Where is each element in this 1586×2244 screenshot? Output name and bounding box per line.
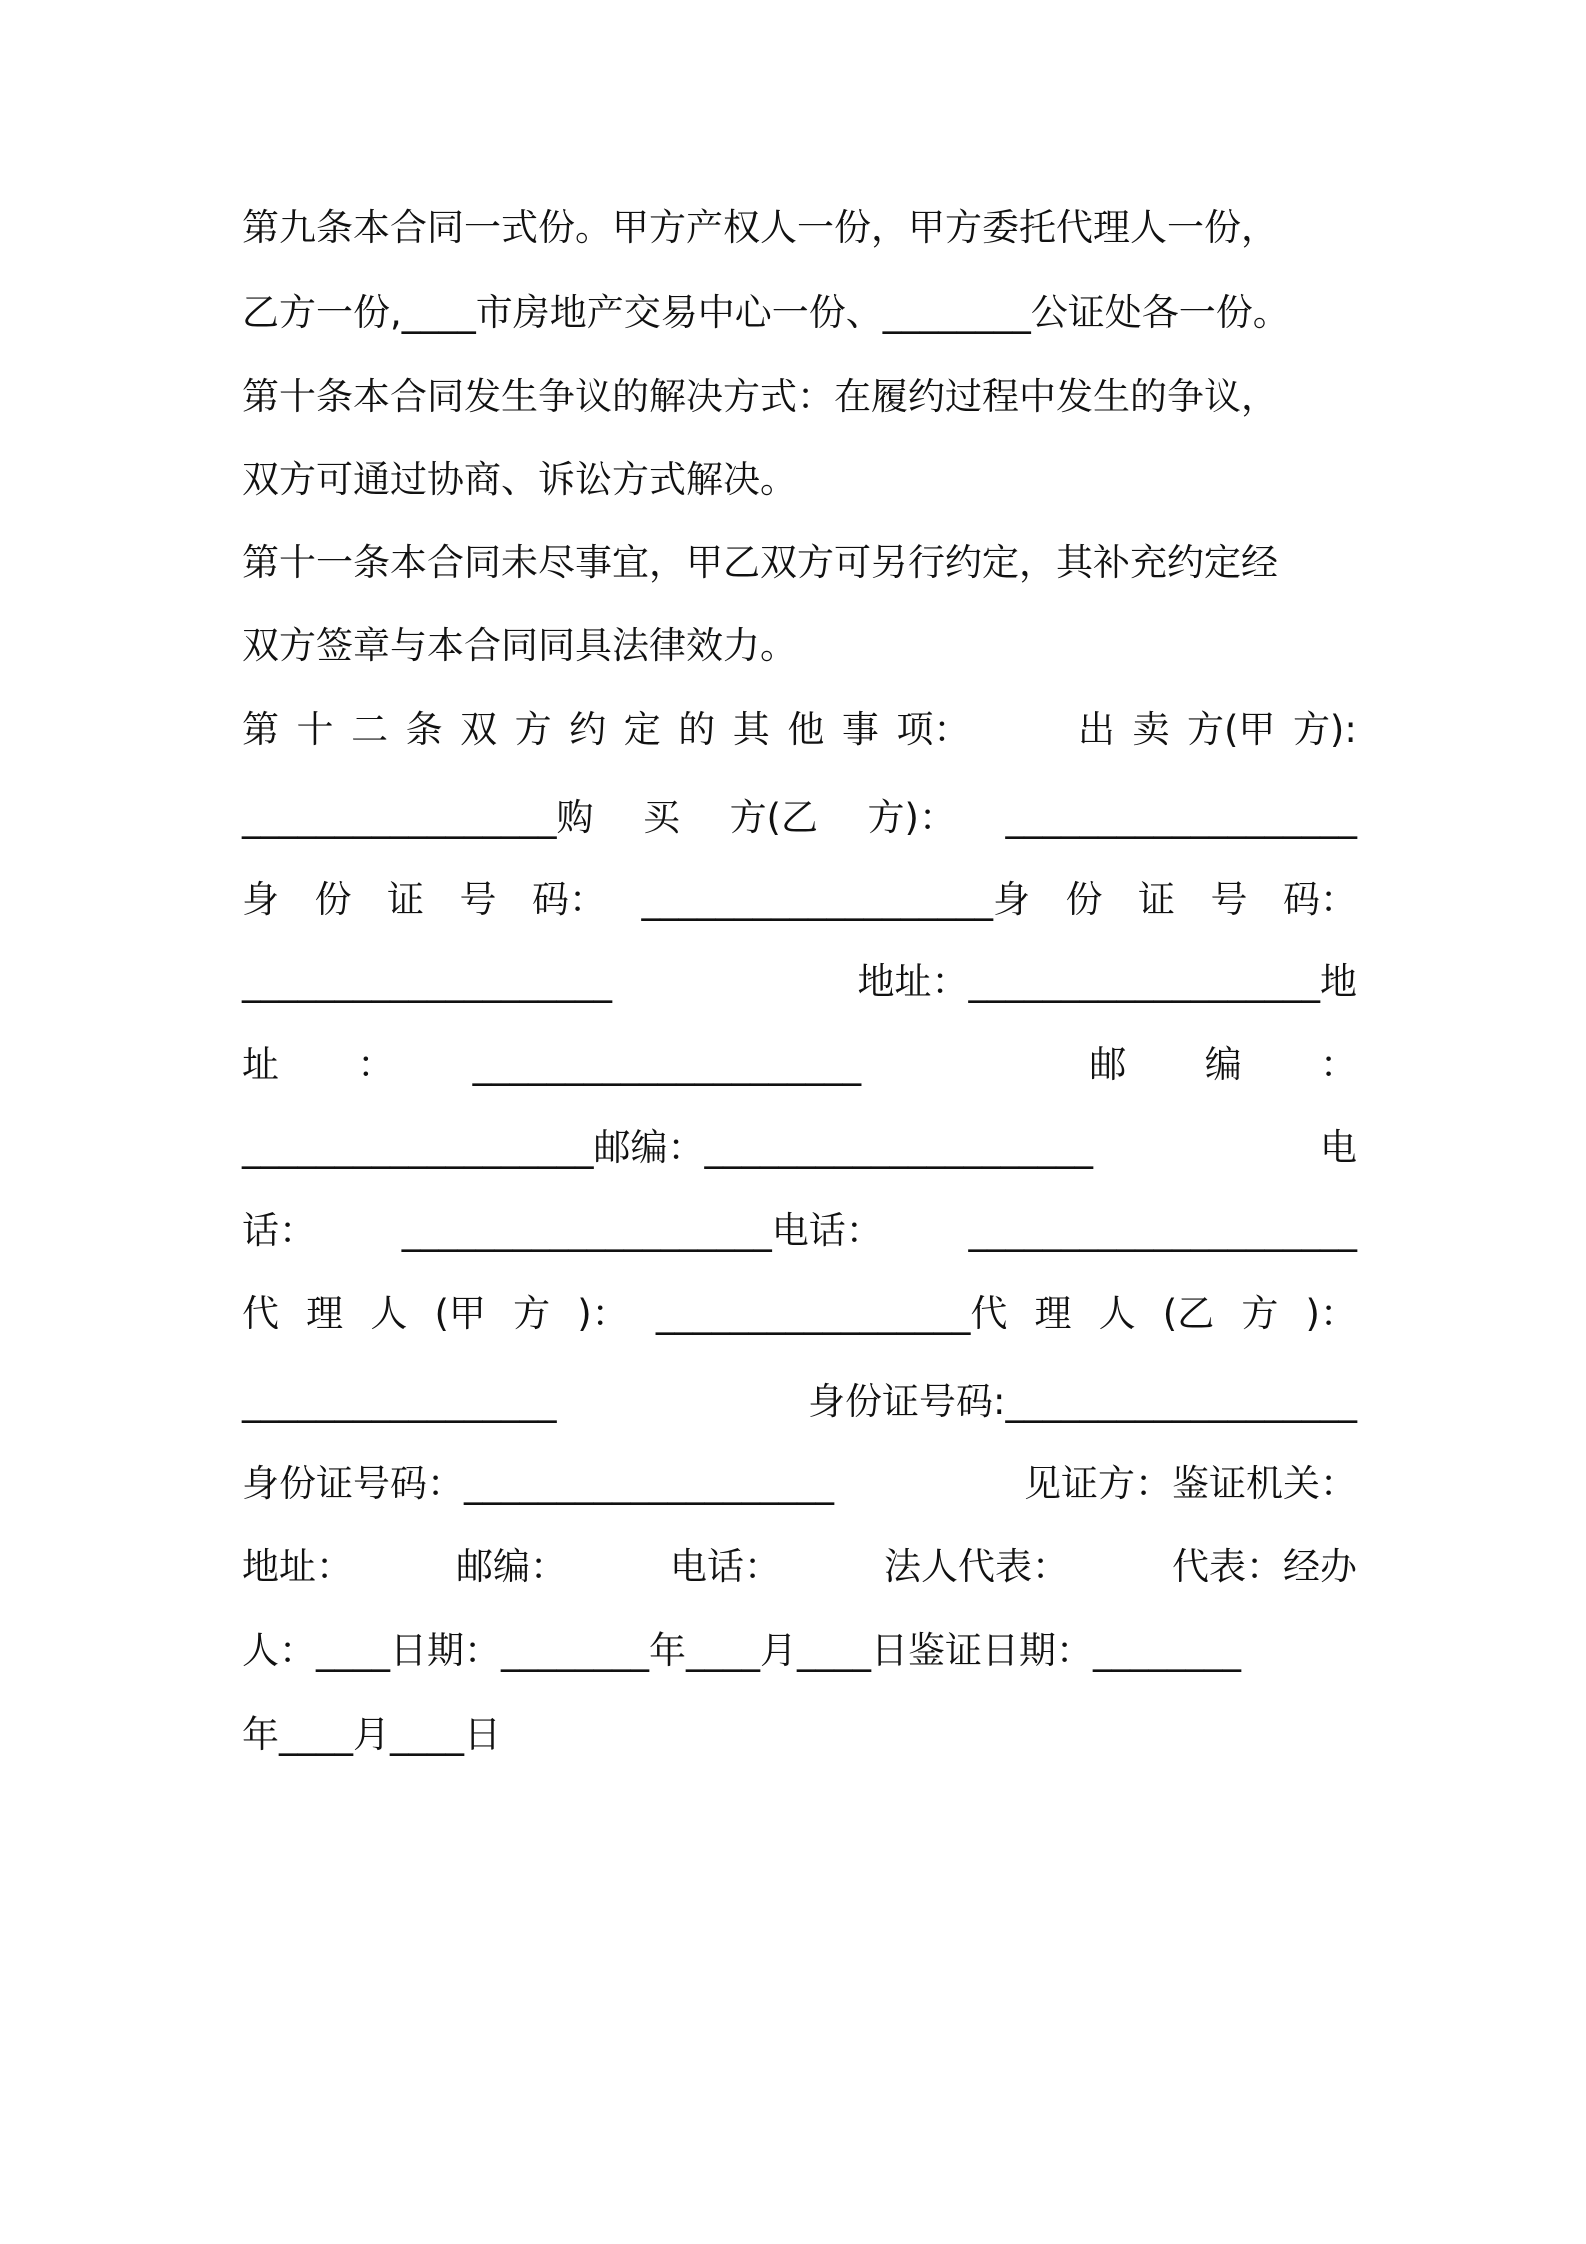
text-segment: )： [577,1292,629,1335]
text-segment: _________________购 [242,796,594,839]
text-segment: 人 [370,1292,408,1335]
text-segment: _________________ [242,1380,557,1423]
text-segment: 人 [1098,1292,1136,1335]
text-segment: 身 [242,878,279,921]
text-segment: 人：____日期：________年____月____日鉴证日期：________ [242,1629,1241,1672]
text-segment: 方 [514,708,552,751]
text-segment: 约 [569,708,607,751]
text-segment: 份 [1065,878,1103,921]
text-segment: 号 [1210,878,1248,921]
agent-id-line [242,1372,1357,1432]
text-segment: 方 [1241,1292,1279,1335]
text-segment: 第九条本合同一式份。甲方产权人一份，甲方委托代理人一份， [242,206,1278,249]
date-line-1 [242,1621,1357,1681]
text-segment: 方 [513,1292,551,1335]
text-segment: 第十条本合同发生争议的解决方式：在履约过程中发生的争议， [242,375,1278,418]
text-segment: 条 [405,708,443,751]
text-segment: ____________________ [242,960,612,1003]
text-segment: 其 [732,708,770,751]
id-number-line [242,870,1357,930]
text-segment: 证 [387,878,424,921]
text-segment: 编 [1204,1043,1242,1086]
text-segment: 电话： [670,1545,781,1588]
text-segment: 他 [787,708,825,751]
date-line-2 [242,1705,1357,1765]
text-segment: _____________________ [472,1043,862,1086]
article-11-line-2 [242,616,1357,676]
text-segment: )： [1305,1292,1357,1335]
text-segment: 第 [242,708,279,751]
text-segment: _________________代 [655,1292,1008,1335]
text-segment: 双方可通过协商、诉讼方式解决。 [242,458,797,501]
text-segment: 身份证号码:___________________ [808,1380,1357,1423]
text-segment: 电 [1320,1126,1357,1169]
text-segment: 见证方：鉴证机关： [1024,1462,1357,1505]
text-segment: 邮编： [456,1545,567,1588]
text-segment: 份 [314,878,352,921]
text-segment: 址 [242,1043,279,1086]
authority-details-line [242,1537,1357,1597]
text-segment: _____________________ [968,1209,1357,1252]
address-line-1 [242,952,1357,1012]
text-segment: 买 [643,796,681,839]
article-10-line-1 [242,367,1357,427]
text-segment: 方(乙 [729,796,818,839]
text-segment: (甲 [434,1292,486,1335]
text-segment: 证 [1138,878,1175,921]
text-segment: ： [357,1043,395,1086]
article-9-line-1 [242,198,1357,258]
text-segment: ___________________邮编：_____________________ [242,1126,1093,1169]
text-segment: ____________________电话： [401,1209,883,1252]
text-segment: (乙 [1162,1292,1215,1335]
text-segment: 的 [678,708,716,751]
article-9-line-2 [242,283,1357,343]
text-segment: 双方签章与本合同同具法律效力。 [242,624,797,667]
address-line-2 [242,1035,1357,1095]
witness-line [242,1454,1357,1514]
text-segment: 地址： [242,1545,353,1588]
postcode-line [242,1118,1357,1178]
text-segment: 法人代表： [884,1545,1069,1588]
text-segment: 话： [242,1209,316,1252]
article-12-line [242,700,1357,760]
text-segment: 十 [296,708,334,751]
text-segment: 代表：经办 [1172,1545,1357,1588]
text-segment: 理 [1034,1292,1072,1335]
article-11-line-1 [242,533,1357,593]
text-segment: ： [1319,1043,1357,1086]
text-segment: 代 [242,1292,279,1335]
text-segment: 邮 [1089,1043,1127,1086]
text-segment: 码： [532,878,606,921]
text-segment: 身份证号码：____________________ [242,1462,834,1505]
text-segment: 乙方一份,____市房地产交易中心一份、________公证处各一份。 [242,291,1290,334]
text-segment: 理 [306,1292,344,1335]
text-segment: 码： [1283,878,1357,921]
article-10-line-2 [242,450,1357,510]
text-segment: 定 [623,708,661,751]
text-segment: 号 [459,878,497,921]
text-segment: 出 [1077,708,1115,751]
phone-line [242,1201,1357,1261]
text-segment: ___________________ [1005,796,1357,839]
text-segment: 项： [896,708,971,751]
text-segment: 双 [460,708,498,751]
text-segment: 年____月____日 [242,1713,501,1756]
buyer-line [242,788,1357,848]
text-segment: 二 [351,708,389,751]
text-segment: 方): [1292,708,1357,751]
text-segment: 事 [841,708,879,751]
text-segment: ___________________身 [641,878,1030,921]
text-segment: 方(甲 [1186,708,1276,751]
text-segment: 地址：___________________地 [857,960,1357,1003]
agent-line [242,1284,1357,1344]
text-segment: 方)： [867,796,956,839]
text-segment: 卖 [1132,708,1170,751]
text-segment: 第十一条本合同未尽事宜，甲乙双方可另行约定，其补充约定经 [242,541,1278,584]
